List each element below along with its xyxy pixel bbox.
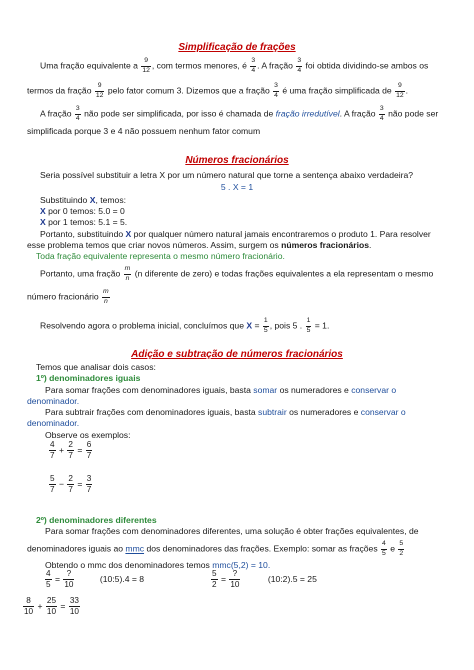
numerator: 3 — [379, 106, 385, 115]
text: não pode ser — [388, 108, 439, 119]
text: denominadores iguais ao — [27, 543, 124, 554]
text: os numeradores e — [279, 385, 349, 395]
denominator: 10 — [24, 607, 34, 617]
case-heading-different-denominators: 2º) denominadores diferentes — [36, 515, 157, 525]
denominator: 10 — [46, 607, 57, 617]
paragraph-line: Temos que analisar dois casos: — [36, 362, 156, 372]
paragraph-line: Para somar frações com denominadores diferentes, uma solução é obter frações equivalentes, de — [45, 526, 419, 536]
operator-plus: + — [58, 444, 64, 455]
paragraph-line: Seria possível substituir a letra X por um número natural que torne a sentença abaixo verdadeira? — [40, 170, 414, 180]
denominator: 5 — [46, 580, 51, 590]
text: não pode ser simplificada, por isso é chamada de — [84, 108, 274, 119]
paragraph-line — [27, 240, 371, 250]
denominator: 12 — [142, 66, 150, 74]
denominator: 2 — [399, 549, 404, 557]
text: foi obtida dividindo-se ambos os — [305, 60, 429, 71]
paragraph-line — [40, 106, 438, 123]
numerator: ? — [63, 570, 74, 580]
denominator: 5 — [263, 326, 268, 334]
text: . — [326, 320, 330, 331]
paragraph-line — [40, 266, 433, 283]
operator-equals: = — [77, 444, 83, 455]
paragraph-line: termos da fração $\frac{9}{12}$ pelo fator comum 3. Dizemos que a fração $\frac{3}{4}$ é uma fração simplificada de $\frac{9}{12}$ . — [27, 82, 409, 99]
paragraph-line — [40, 58, 428, 75]
variable-x: X — [89, 195, 96, 205]
text: os numeradores e — [289, 407, 359, 417]
operator-equals: = — [77, 478, 83, 489]
numerator: 1 — [263, 318, 269, 327]
operator-equals: = — [54, 573, 60, 584]
equation-text: 5 . X = 1 — [220, 182, 254, 192]
numerator: 8 — [23, 597, 34, 607]
numerator: 3 — [273, 83, 279, 92]
denominator: 4 — [274, 91, 278, 99]
fraction-9-12 — [395, 83, 405, 100]
numerator: 4 — [49, 441, 56, 451]
fraction — [69, 597, 80, 616]
text: pelo fator comum 3. Dizemos que a fração — [107, 85, 270, 96]
example-subtraction — [48, 475, 93, 494]
operator-equals: = — [220, 573, 226, 584]
text: por qualquer número natural jamais encontraremos o produto 1. Para resolver — [133, 229, 431, 239]
fraction-1-5 — [306, 318, 312, 335]
denominator: 10 — [230, 580, 240, 590]
denominator: 4 — [379, 114, 384, 122]
paragraph-line — [45, 385, 396, 395]
text: esse problema temos que criar novos números. Assim, surgem os — [27, 240, 279, 250]
text: Portanto, substituindo — [40, 229, 124, 239]
text: termos da fração — [27, 85, 92, 96]
numerator: 3 — [296, 58, 302, 67]
fraction — [229, 570, 240, 589]
fraction-5-2 — [398, 541, 404, 558]
denominator: 7 — [86, 485, 92, 495]
fraction-1-5 — [263, 318, 269, 335]
paragraph-line — [40, 217, 127, 227]
text: Resolvendo agora o problema inicial, concluímos que — [40, 320, 244, 331]
section-title-numeros-fracionarios: Números fracionários — [185, 155, 289, 166]
keyword-subtrair: subtrair — [258, 407, 287, 417]
fraction — [23, 597, 34, 616]
text: = 1 — [314, 320, 327, 331]
paragraph-line — [40, 195, 126, 205]
denominator: 7 — [50, 451, 55, 461]
denominator: n — [125, 274, 130, 282]
keyword-conservar: conservar o — [360, 407, 406, 417]
calculation: (10:5).4 = 8 — [99, 573, 145, 584]
numerator: 5 — [211, 570, 218, 580]
numerator: ? — [229, 570, 240, 580]
variable-x: X — [40, 217, 46, 227]
paragraph-line: Observe os exemplos: — [45, 430, 131, 440]
equation — [0, 182, 474, 192]
worked-result — [22, 597, 81, 616]
text: é uma fração simplificada de — [282, 85, 392, 96]
variable-x: X — [40, 206, 46, 216]
numerator: m — [102, 289, 110, 298]
numerator: 4 — [45, 570, 52, 580]
text: Para somar frações com denominadores iguais, basta — [45, 385, 251, 395]
worked-step-2 — [210, 570, 317, 589]
denominator: 2 — [212, 580, 217, 590]
fraction-3-4 — [296, 58, 302, 75]
text: Uma fração equivalente a — [40, 60, 138, 71]
text: = — [254, 320, 260, 331]
numerator: 5 — [49, 475, 56, 485]
numerator: 3 — [75, 106, 81, 115]
text: , com termos menores, é — [151, 60, 247, 71]
denominator: 12 — [396, 91, 404, 99]
paragraph-line — [40, 318, 329, 335]
text: Para subtrair frações com denominadores iguais, basta — [45, 407, 256, 417]
example-addition — [48, 441, 93, 460]
paragraph-line — [27, 289, 111, 306]
numerator: 2 — [67, 475, 74, 485]
text: . — [368, 240, 372, 250]
numerator: 5 — [398, 541, 404, 550]
numerator: 9 — [141, 58, 151, 67]
paragraph-line — [27, 541, 405, 558]
term-irreducible-fraction: fração irredutível — [275, 108, 340, 119]
text: por 0 temos: 5.0 = 0 — [48, 206, 125, 216]
fraction — [49, 441, 56, 460]
numerator: 3 — [86, 475, 93, 485]
fraction-3-4 — [379, 106, 385, 123]
denominator: 7 — [50, 485, 55, 495]
operator-minus: − — [58, 478, 64, 489]
fraction — [67, 441, 74, 460]
fraction — [211, 570, 218, 589]
numerator: m — [124, 266, 132, 275]
numerator: 9 — [395, 83, 405, 92]
denominator: 5 — [382, 549, 386, 557]
denominator: 12 — [95, 91, 104, 99]
fraction-m-n — [102, 289, 110, 306]
variable-x: X — [246, 320, 253, 331]
text: . A fração — [257, 60, 293, 71]
text: Portanto, uma fração — [40, 268, 121, 279]
fraction — [46, 597, 57, 616]
keyword-denominador: denominador. — [27, 396, 80, 406]
denominator: 7 — [86, 451, 92, 461]
denominator: 4 — [297, 66, 302, 74]
paragraph-line — [40, 229, 431, 239]
numerator: 2 — [67, 441, 74, 451]
numerator: 1 — [306, 318, 312, 327]
fraction-9-12 — [141, 58, 151, 75]
fraction-3-4 — [273, 83, 279, 100]
text: , temos: — [95, 195, 127, 205]
fraction — [63, 570, 74, 589]
text: Substituindo — [40, 195, 88, 205]
text: e — [390, 543, 395, 554]
fraction — [67, 475, 74, 494]
keyword-denominador: denominador. — [27, 418, 80, 428]
variable-x: X — [125, 229, 132, 239]
numerator: 25 — [46, 597, 57, 607]
text: dos denominadores das frações. Exemplo: somar as frações — [146, 543, 378, 554]
denominator: n — [103, 297, 108, 305]
worked-step-1 — [44, 570, 144, 589]
paragraph-line — [40, 206, 125, 216]
fraction — [86, 441, 93, 460]
highlight-green-line: Toda fração equivalente representa o mesmo número fracionário. — [36, 251, 285, 261]
text: , pois — [269, 320, 291, 331]
section-title-simplificacao: Simplificação de frações — [178, 42, 296, 53]
text: Obtendo o mmc dos denominadores temos — [45, 560, 210, 570]
numerator: 3 — [250, 58, 256, 67]
numerator: 33 — [69, 597, 80, 607]
text: A fração — [40, 108, 72, 119]
denominator: 4 — [75, 114, 80, 122]
fraction — [86, 475, 93, 494]
paragraph-line: simplificada porque 3 e 4 não possuem nenhum fator comum — [27, 126, 261, 136]
calculation: (10:2).5 = 25 — [267, 573, 317, 584]
text: . A fração — [339, 108, 376, 119]
term-mmc: mmc — [125, 543, 145, 554]
paragraph-line — [45, 407, 406, 417]
numerator: 6 — [86, 441, 93, 451]
denominator: 10 — [64, 580, 74, 590]
operator-plus: + — [37, 600, 43, 611]
mmc-result: mmc(5,2) = 10. — [212, 560, 271, 570]
keyword-conservar: conservar o — [351, 385, 397, 395]
numerator: 4 — [381, 541, 387, 550]
fraction-3-4 — [75, 106, 81, 123]
text: número fracionário — [27, 291, 99, 302]
text: por 1 temos: 5.1 = 5. — [48, 217, 128, 227]
operator-equals: = — [60, 600, 66, 611]
fraction-9-12 — [95, 83, 105, 100]
denominator: 5 — [306, 326, 311, 334]
term-fractional-numbers: números fracionários — [281, 240, 369, 250]
case-heading-equal-denominators: 1º) denominadores iguais — [36, 373, 141, 383]
denominator: 7 — [68, 451, 73, 461]
denominator: 10 — [69, 607, 79, 617]
fraction-3-4 — [250, 58, 256, 75]
fraction-m-n — [124, 266, 132, 283]
numerator: 9 — [95, 83, 105, 92]
denominator: 4 — [251, 66, 256, 74]
fraction-4-5 — [381, 541, 387, 558]
section-title-adicao-subtracao: Adição e subtração de números fracionários — [131, 349, 343, 360]
fraction — [45, 570, 52, 589]
keyword-somar: somar — [253, 385, 278, 395]
text: (n diferente de zero) e todas frações equivalentes a ela representam o mesmo — [134, 268, 434, 279]
fraction — [49, 475, 56, 494]
text: 5 . — [292, 320, 303, 331]
denominator: 7 — [68, 485, 73, 495]
